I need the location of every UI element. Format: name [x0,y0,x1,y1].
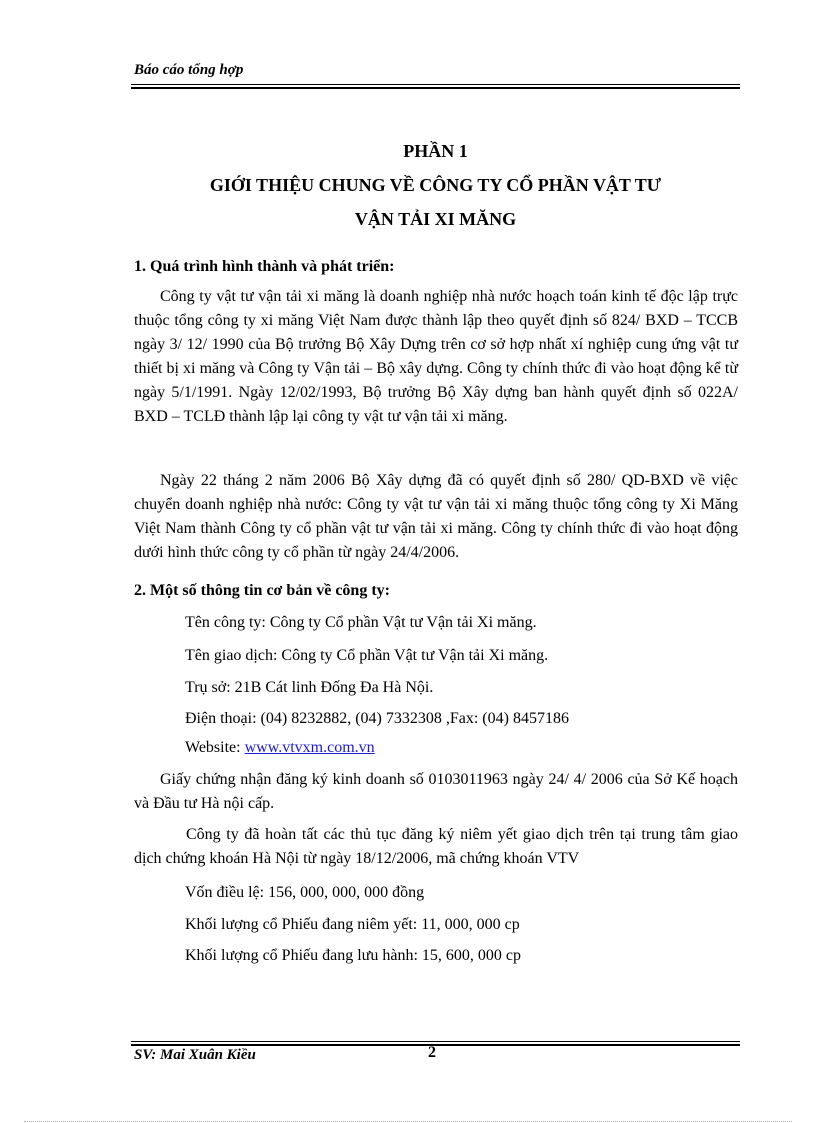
outstanding-shares-line: Khối lượng cổ Phiếu đang lưu hành: 15, 600, 000 cp [185,947,521,964]
website-label: Website: [185,739,245,756]
address-line: Trụ sở: 21B Cát linh Đống Đa Hà Nội. [185,679,434,696]
listed-shares-line: Khối lượng cổ Phiếu đang niêm yết: 11, 000, 000 cp [185,916,520,933]
company-name-line: Tên công ty: Công ty Cổ phần Vật tư Vận tải Xi măng. [185,614,537,631]
section1-heading: 1. Quá trình hình thành và phát triển: [134,258,395,275]
page-bottom-edge [24,1121,792,1122]
part-title: PHẦN 1 [403,141,468,161]
website-line [185,738,375,758]
phone-line: Điện thoại: (04) 8232882, (04) 7332308 ,Fax: (04) 8457186 [185,710,569,727]
business-certificate-paragraph: Giấy chứng nhận đăng ký kinh doanh số 0103011963 ngày 24/ 4/ 2006 của Sở Kế hoạch và Đầu tư Hà nội cấp. [134,771,738,812]
trade-name-line: Tên giao dịch: Công ty Cổ phần Vật tư Vận tải Xi măng. [185,647,549,664]
report-header-title: Báo cáo tổng hợp [134,62,244,78]
charter-capital-line: Vốn điều lệ: 156, 000, 000, 000 đồng [185,884,425,901]
header-divider [131,84,740,89]
section1-paragraph2: Ngày 22 tháng 2 năm 2006 Bộ Xây dựng đã có quyết định số 280/ QD-BXD về việc chuyển doanh nghiệp nhà nước: Công ty vật tư vận tải xi măng thuộc tổng công ty Xi Măng Việt Nam thành Công ty cổ phần vật tư vận tải xi măng. Công ty chính thức đi vào hoạt động dưới hình thức công ty cổ phần từ ngày 24/4/2006. [134,472,738,561]
stock-listing-paragraph: Công ty đã hoàn tất các thủ tục đăng ký niêm yết giao dịch trên tại trung tâm giao dịch chứng khoán Hà Nội từ ngày 18/12/2006, mã chứng khoán VTV [134,826,738,867]
page-number: 2 [428,1044,436,1061]
section1-paragraph1: Công ty vật tư vận tải xi măng là doanh nghiệp nhà nước hoạch toán kinh tế độc lập trực thuộc tổng công ty xi măng Việt Nam được thành lập theo quyết định số 824/ BXD – TCCB ngày 3/ 12/ 1990 của Bộ trưởng Bộ Xây Dựng trên cơ sở hợp nhất xí nghiệp cung ứng vật tư thiết bị xi măng và Công ty Vận tải – Bộ xây dựng. Công ty chính thức đi vào hoạt động kể từ ngày 5/1/1991. Ngày 12/02/1993, Bộ trưởng Bộ Xây dựng ban hành quyết định số 022A/ BXD – TCLĐ thành lập lại công ty vật tư vận tải xi măng. [134,288,738,425]
website-link[interactable]: www.vtvxm.com.vn [244,739,375,756]
chapter-title-line2: VẬN TẢI XI MĂNG [354,209,517,229]
chapter-title-line1: GIỚI THIỆU CHUNG VỀ CÔNG TY CỔ PHẦN VẬT TƯ [209,175,662,195]
footer-student-name: SV: Mai Xuân Kiều [134,1047,256,1063]
section2-heading: 2. Một số thông tin cơ bản về công ty: [134,582,390,599]
